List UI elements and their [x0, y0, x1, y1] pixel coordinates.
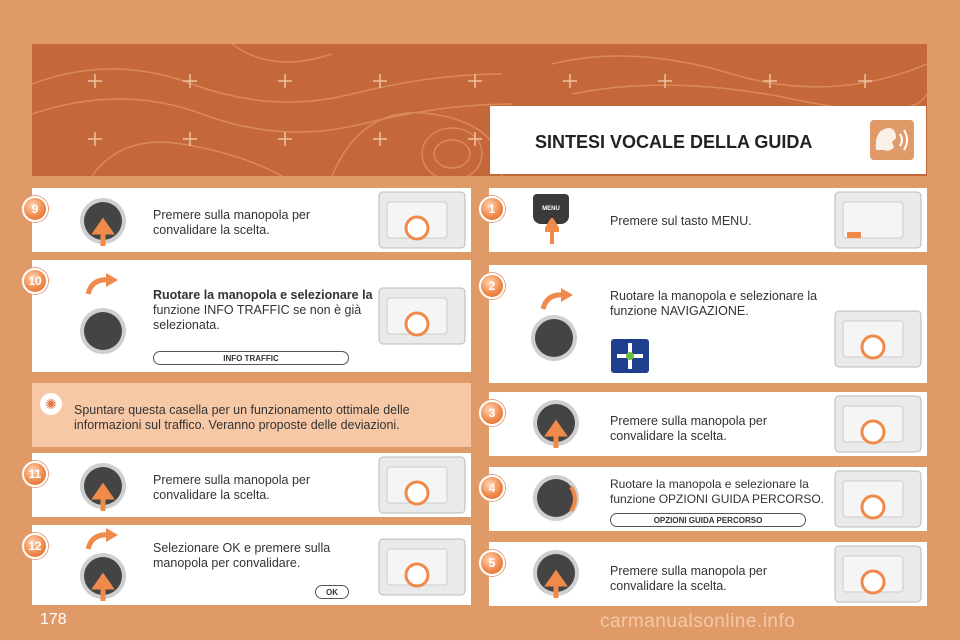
step-badge: 1	[479, 196, 505, 222]
step-badge: 9	[22, 196, 48, 222]
step-badge: 12	[22, 533, 48, 559]
step-text: Premere sulla manopola per	[153, 473, 311, 487]
press-arrow-icon	[545, 218, 559, 244]
step-card-1	[489, 188, 927, 252]
step-text: Premere sulla manopola per	[610, 564, 768, 578]
step-card-5	[489, 542, 927, 606]
tip-box	[32, 383, 471, 447]
step-card-3	[489, 392, 927, 456]
knob-rotate-icon	[531, 473, 581, 523]
curved-arrow-icon	[539, 287, 575, 313]
tip-text: Spuntare questa casella per un funzionamento ottimale delle	[74, 403, 410, 417]
info-traffic-pill: INFO TRAFFIC	[153, 351, 349, 365]
radio-panel-icon	[377, 190, 467, 250]
knob-press-icon	[531, 548, 581, 598]
step-text: Ruotare la manopola e selezionare la	[610, 289, 818, 303]
radio-panel-icon	[833, 394, 923, 454]
knob-press-icon	[78, 196, 128, 246]
page-number: 178	[40, 611, 67, 628]
step-text: funzione OPZIONI GUIDA PERCORSO.	[610, 492, 825, 506]
step-text: funzione INFO TRAFFIC se non è già	[153, 303, 362, 317]
step-text: convalidare la scelta.	[153, 223, 270, 237]
step-badge: 3	[479, 400, 505, 426]
menu-button-icon: MENU	[533, 194, 569, 224]
step-text: Selezionare OK e premere sulla	[153, 541, 331, 555]
radio-panel-icon	[833, 469, 923, 529]
curved-arrow-icon	[84, 527, 120, 553]
step-badge: 4	[479, 475, 505, 501]
step-badge: 11	[22, 461, 48, 487]
step-card-10	[28, 260, 471, 372]
knob-press-icon	[531, 398, 581, 448]
step-text: funzione NAVIGAZIONE.	[610, 304, 749, 318]
radio-panel-icon	[833, 190, 923, 250]
step-card-11	[28, 453, 471, 517]
options-pill: OPZIONI GUIDA PERCORSO	[610, 513, 806, 527]
step-text: convalidare la scelta.	[610, 579, 727, 593]
step-text: Premere sulla manopola per	[153, 208, 311, 222]
step-badge: 2	[479, 273, 505, 299]
step-bold-text: Ruotare la manopola e selezionare la	[153, 288, 373, 302]
radio-panel-icon	[833, 309, 923, 369]
step-badge: 5	[479, 550, 505, 576]
step-card-9	[32, 188, 471, 252]
sun-tip-icon: ✺	[40, 393, 62, 415]
knob-icon	[529, 313, 579, 363]
step-text: Ruotare la manopola e selezionare la	[610, 477, 809, 491]
step-text: Premere sul tasto MENU.	[610, 214, 752, 228]
radio-panel-icon	[377, 537, 467, 597]
knob-icon	[78, 306, 128, 356]
step-card-4	[489, 467, 927, 531]
radio-panel-icon	[377, 455, 467, 515]
title-box	[490, 106, 926, 174]
step-card-12	[28, 525, 471, 605]
watermark: carmanualsonline.info	[600, 611, 796, 632]
step-card-2	[489, 265, 927, 383]
curved-arrow-icon	[84, 272, 120, 298]
navigation-icon	[611, 339, 649, 373]
step-badge: 10	[22, 268, 48, 294]
voice-speaker-icon	[870, 120, 914, 160]
step-text: manopola per convalidare.	[153, 556, 301, 570]
ok-pill: OK	[315, 585, 349, 599]
knob-press-icon	[78, 551, 128, 601]
tip-text: informazioni sul traffico. Veranno proposte delle deviazioni.	[74, 418, 400, 432]
knob-press-icon	[78, 461, 128, 511]
radio-panel-icon	[377, 286, 467, 346]
step-text: convalidare la scelta.	[153, 488, 270, 502]
radio-panel-icon	[833, 544, 923, 604]
step-text: Premere sulla manopola per	[610, 414, 768, 428]
step-text: convalidare la scelta.	[610, 429, 727, 443]
step-text: selezionata.	[153, 318, 220, 332]
page-title: SINTESI VOCALE DELLA GUIDA	[535, 132, 813, 152]
